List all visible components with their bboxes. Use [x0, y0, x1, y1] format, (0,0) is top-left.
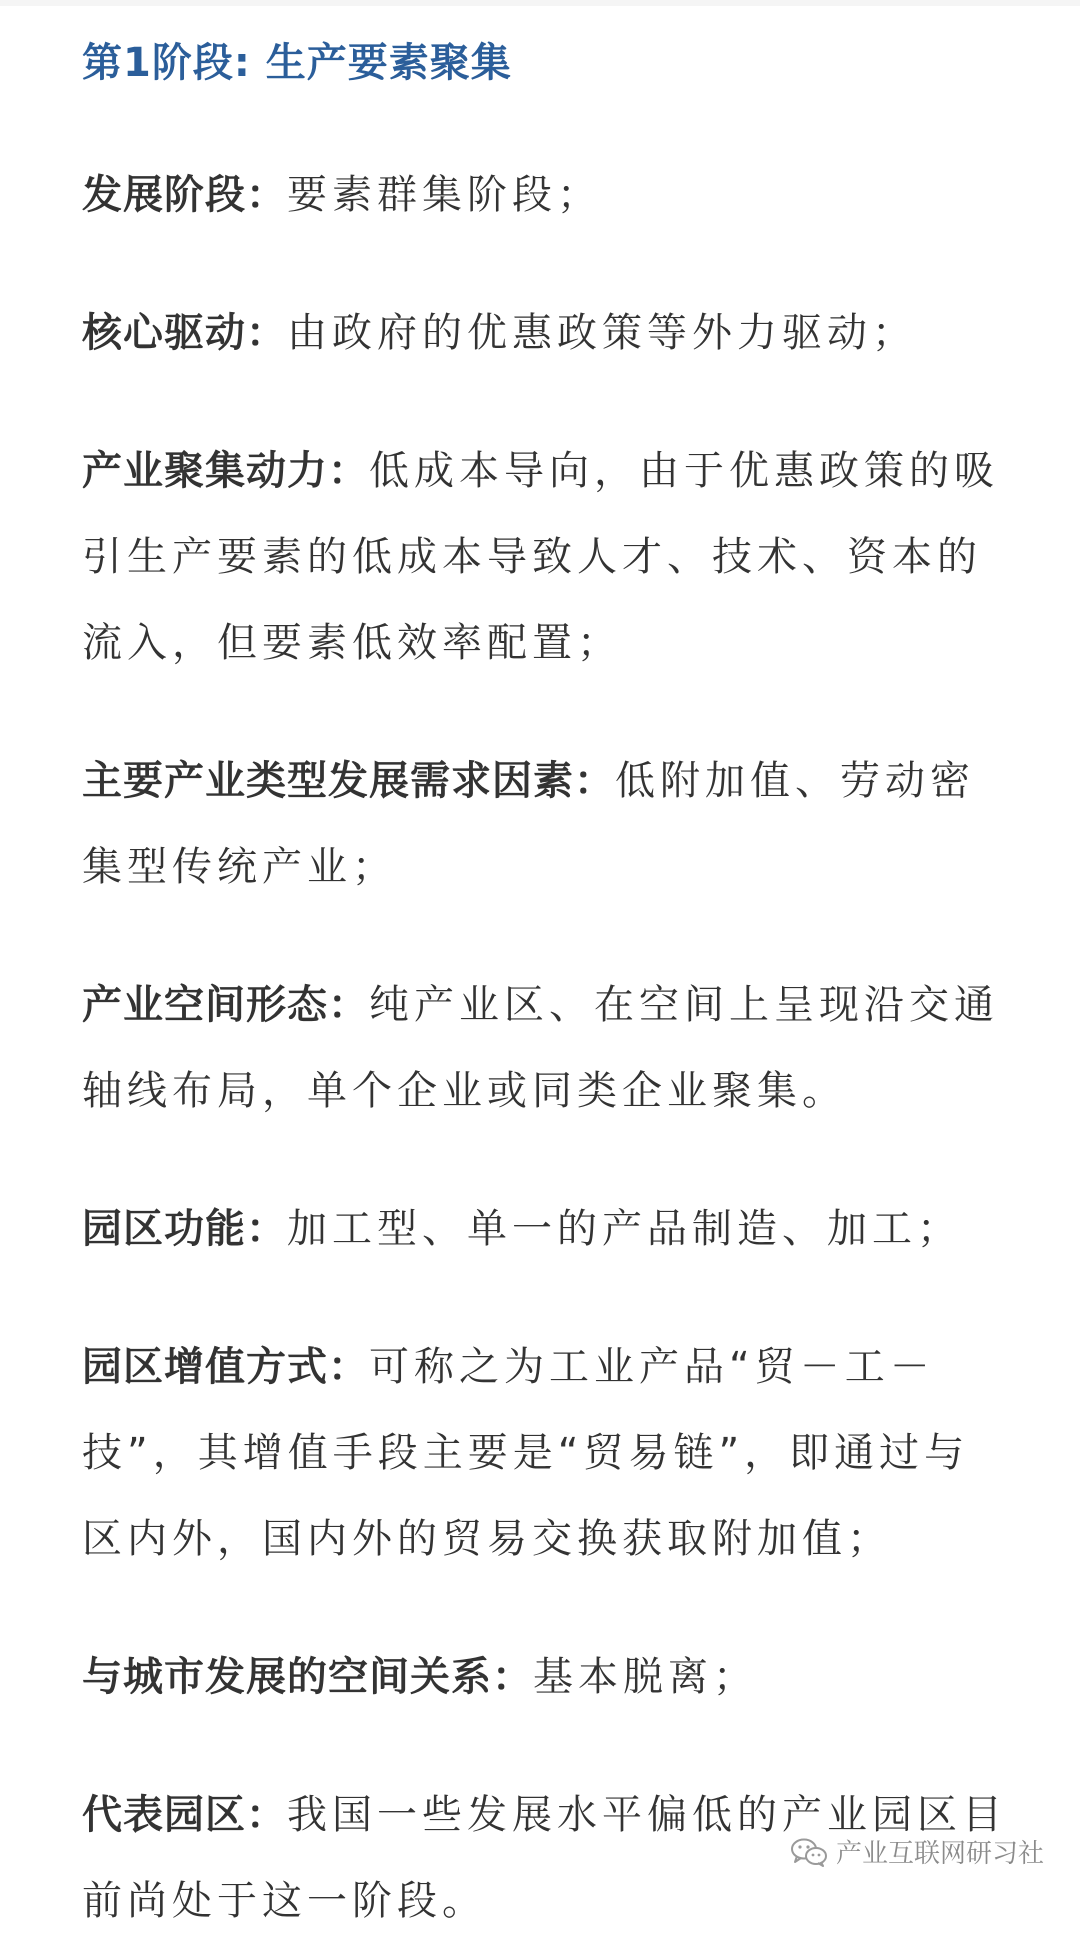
- item-label: 发展阶段：: [82, 172, 287, 218]
- item-label: 园区增值方式：: [82, 1344, 369, 1390]
- item-value: 纯产业区、在空间上呈现沿交通轴线布局，单个企业或同类企业聚集。: [82, 982, 999, 1114]
- wechat-icon: [790, 1837, 828, 1867]
- top-divider: [0, 0, 1080, 6]
- item-value-add-mode: [82, 1324, 1012, 1582]
- item-agglomeration-force: [82, 428, 1012, 686]
- watermark-text: 产业互联网研习社: [835, 1839, 1044, 1869]
- item-value: 基本脱离；: [533, 1654, 758, 1700]
- item-label: 代表园区：: [82, 1792, 287, 1838]
- item-label: 核心驱动：: [82, 310, 287, 356]
- item-value: 要素群集阶段；: [287, 172, 602, 218]
- item-city-relation: [82, 1634, 1012, 1720]
- item-park-function: [82, 1186, 1012, 1272]
- article-body: [82, 26, 1012, 1944]
- item-label: 园区功能：: [82, 1206, 287, 1252]
- item-value: 加工型、单一的产品制造、加工；: [287, 1206, 962, 1252]
- item-core-driver: [82, 290, 1012, 376]
- item-value: 可称之为工业产品“贸－工－技”，其增值手段主要是“贸易链”，即通过与区内外，国内外的贸易交换获取附加值；: [82, 1344, 970, 1562]
- item-label: 产业聚集动力：: [82, 448, 369, 494]
- item-spatial-form: [82, 962, 1012, 1134]
- watermark: [790, 1833, 1044, 1870]
- item-label: 产业空间形态：: [82, 982, 369, 1028]
- item-value: 由政府的优惠政策等外力驱动；: [287, 310, 917, 356]
- item-value: 低成本导向，由于优惠政策的吸引生产要素的低成本导致人才、技术、资本的流入，但要素低效率配置；: [82, 448, 999, 666]
- item-industry-type: [82, 738, 1012, 910]
- item-value: 我国一些发展水平偏低的产业园区目前尚处于这一阶段。: [82, 1792, 1007, 1924]
- section-heading: 第1阶段: 生产要素聚集: [82, 40, 512, 86]
- item-label: 主要产业类型发展需求因素：: [82, 758, 615, 804]
- item-label: 与城市发展的空间关系：: [82, 1654, 533, 1700]
- item-development-stage: [82, 152, 1012, 238]
- item-value: 低附加值、劳动密集型传统产业；: [82, 758, 975, 890]
